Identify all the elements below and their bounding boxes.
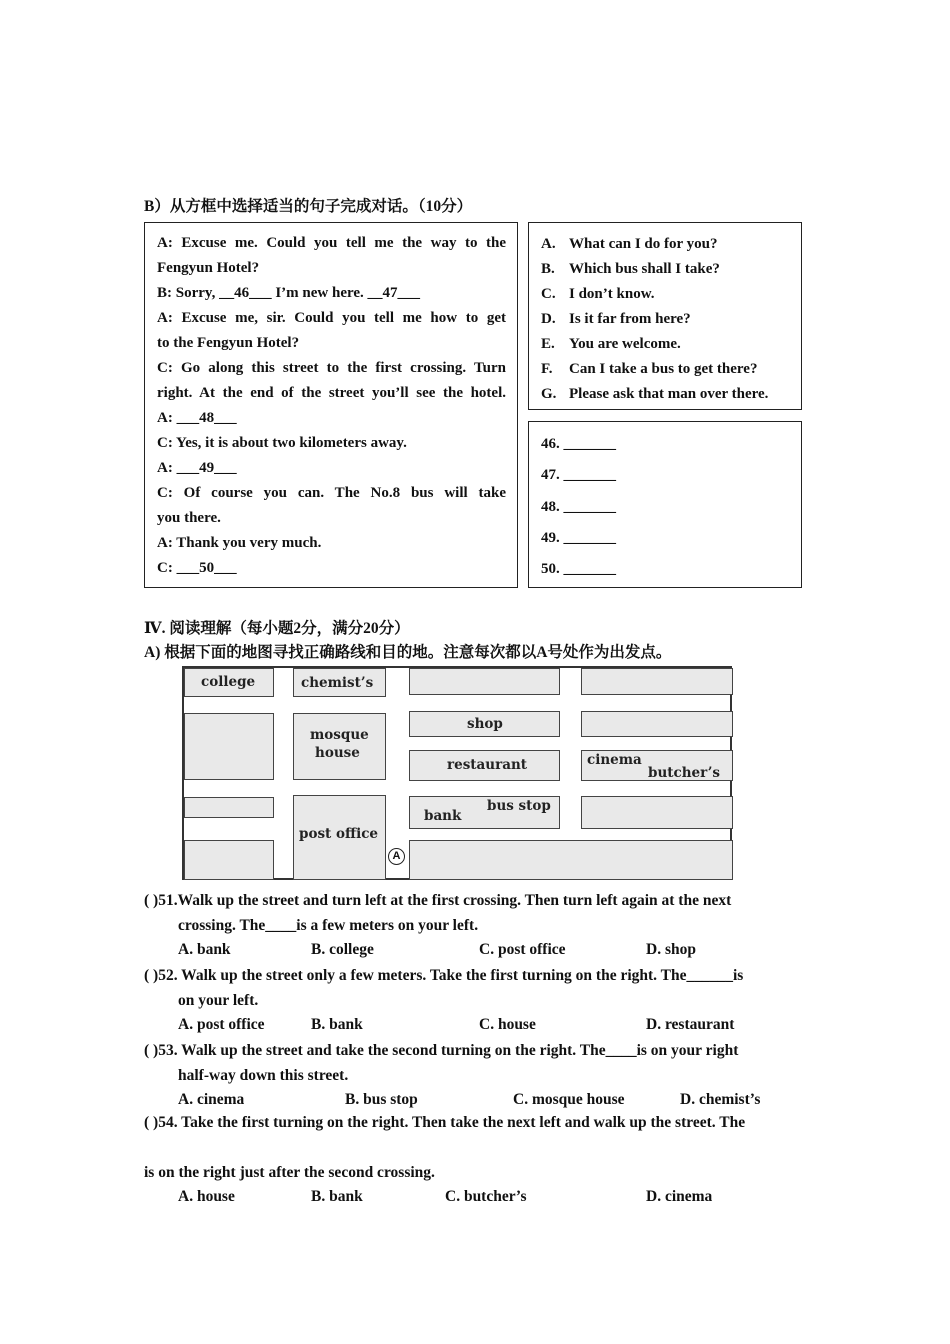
dialogue-line: you there. xyxy=(157,510,221,526)
dialogue-line: A: Excuse me. Could you tell me the way to the xyxy=(157,235,506,251)
map-block xyxy=(581,711,733,737)
map-label-shop: shop xyxy=(467,716,503,732)
map-block xyxy=(184,713,274,780)
question-53-line-2: half-way down this street. xyxy=(178,1067,349,1084)
choice-53-a[interactable]: A. cinema xyxy=(178,1091,245,1108)
answer-50[interactable]: 50. _______ xyxy=(541,561,616,578)
map-block xyxy=(409,668,560,695)
option-e: E. You are welcome. xyxy=(541,336,681,352)
dialogue-line: A: Excuse me, sir. Could you tell me how to get xyxy=(157,310,506,326)
dialogue-line: C: Of course you can. The No.8 bus will take xyxy=(157,485,506,501)
map-label-bus-stop: bus stop xyxy=(487,798,551,814)
map-block-restaurant xyxy=(409,750,560,781)
choice-52-a[interactable]: A. post office xyxy=(178,1016,265,1033)
choice-52-b[interactable]: B. bank xyxy=(311,1016,363,1033)
map-block-shop xyxy=(409,711,560,737)
choice-51-d[interactable]: D. shop xyxy=(646,941,696,958)
choice-54-b[interactable]: B. bank xyxy=(311,1188,363,1205)
map-block xyxy=(581,796,733,829)
street-map xyxy=(182,666,732,880)
choice-52-c[interactable]: C. house xyxy=(479,1016,536,1033)
question-52 xyxy=(144,963,807,1013)
choice-54-d[interactable]: D. cinema xyxy=(646,1188,713,1205)
dialogue-line: C: Yes, it is about two kilometers away. xyxy=(157,435,407,451)
choice-51-c[interactable]: C. post office xyxy=(479,941,566,958)
map-label-post-office: post office xyxy=(299,826,379,842)
choice-52-d[interactable]: D. restaurant xyxy=(646,1016,735,1033)
section-iv-subheading: A) 根据下面的地图寻找正确路线和目的地。注意每次都以A号处作为出发点。 xyxy=(144,644,672,661)
dialogue-line: A: ___49___ xyxy=(157,460,237,476)
map-label-mosque: mosque xyxy=(310,727,369,743)
question-51-line-1: ( )51.Walk up the street and turn left at the first crossing. Then turn left again at the next xyxy=(144,892,732,909)
map-block xyxy=(184,797,274,818)
question-52-line-1: ( )52. Walk up the street only a few meters. Take the first turning on the right. The______is xyxy=(144,967,744,984)
option-g: G. Please ask that man over there. xyxy=(541,386,769,402)
map-block-mosque-house xyxy=(293,713,386,780)
choice-54-a[interactable]: A. house xyxy=(178,1188,235,1205)
map-label-cinema: cinema xyxy=(587,752,642,768)
choice-51-b[interactable]: B. college xyxy=(311,941,374,958)
question-51-line-2: crossing. The____is a few meters on your left. xyxy=(178,917,479,934)
map-block xyxy=(581,668,733,695)
question-54-line-2: is on the right just after the second crossing. xyxy=(144,1164,435,1181)
question-51 xyxy=(144,888,807,938)
dialogue-line: C: Go along this street to the first crossing. Turn xyxy=(157,360,506,376)
start-marker-a: A xyxy=(388,848,405,865)
choice-53-c[interactable]: C. mosque house xyxy=(513,1091,625,1108)
dialogue-line: right. At the end of the street you’ll see the hotel. xyxy=(157,385,506,401)
question-54-line-1: ( )54. Take the first turning on the right. Then take the next left and walk up the street. The xyxy=(144,1114,746,1131)
map-block-chemists xyxy=(293,668,386,697)
map-block xyxy=(184,840,274,880)
map-block-bank xyxy=(409,796,560,829)
option-d: D. Is it far from here? xyxy=(541,311,691,327)
option-b: B. Which bus shall I take? xyxy=(541,261,720,277)
option-f: F. Can I take a bus to get there? xyxy=(541,361,758,377)
answer-46[interactable]: 46. _______ xyxy=(541,436,616,452)
dialogue-line: C: ___50___ xyxy=(157,560,237,576)
map-label-chemists: chemist’s xyxy=(301,675,374,691)
choice-54-c[interactable]: C. butcher’s xyxy=(445,1188,527,1205)
choice-51-a[interactable]: A. bank xyxy=(178,941,231,958)
dialogue-line: to the Fengyun Hotel? xyxy=(157,335,300,351)
map-block-college xyxy=(184,668,274,697)
map-block-cinema-butchers xyxy=(581,750,733,781)
choice-53-b[interactable]: B. bus stop xyxy=(345,1091,418,1108)
map-label-butchers: butcher’s xyxy=(648,765,721,781)
option-a: A. What can I do for you? xyxy=(541,236,718,252)
answer-48[interactable]: 48. _______ xyxy=(541,498,616,515)
section-b-heading: B）从方框中选择适当的句子完成对话。（10分） xyxy=(144,198,473,215)
map-label-house: house xyxy=(315,745,360,761)
map-label-college: college xyxy=(201,674,256,690)
dialogue-line: A: ___48___ xyxy=(157,410,237,426)
question-52-line-2: on your left. xyxy=(178,992,259,1009)
dialogue-line: Fengyun Hotel? xyxy=(157,260,260,276)
dialogue-line: A: Thank you very much. xyxy=(157,535,322,551)
dialogue-box xyxy=(144,222,518,588)
question-53-line-1: ( )53. Walk up the street and take the second turning on the right. The____is on your right xyxy=(144,1042,739,1059)
question-53 xyxy=(144,1038,807,1088)
map-label-restaurant: restaurant xyxy=(447,757,528,773)
answer-box xyxy=(528,421,802,588)
section-iv-heading: Ⅳ. 阅读理解（每小题2分，满分20分） xyxy=(144,620,410,637)
map-block-post-office xyxy=(293,795,386,880)
map-block xyxy=(409,840,733,880)
map-label-bank: bank xyxy=(424,808,462,824)
answer-47[interactable]: 47. _______ xyxy=(541,467,616,484)
choice-53-d[interactable]: D. chemist’s xyxy=(680,1091,761,1108)
options-box xyxy=(528,222,802,410)
dialogue-line: B: Sorry, __46___ I’m new here. __47___ xyxy=(157,285,421,301)
option-c: C. I don’t know. xyxy=(541,286,655,302)
answer-49[interactable]: 49. _______ xyxy=(541,529,616,546)
